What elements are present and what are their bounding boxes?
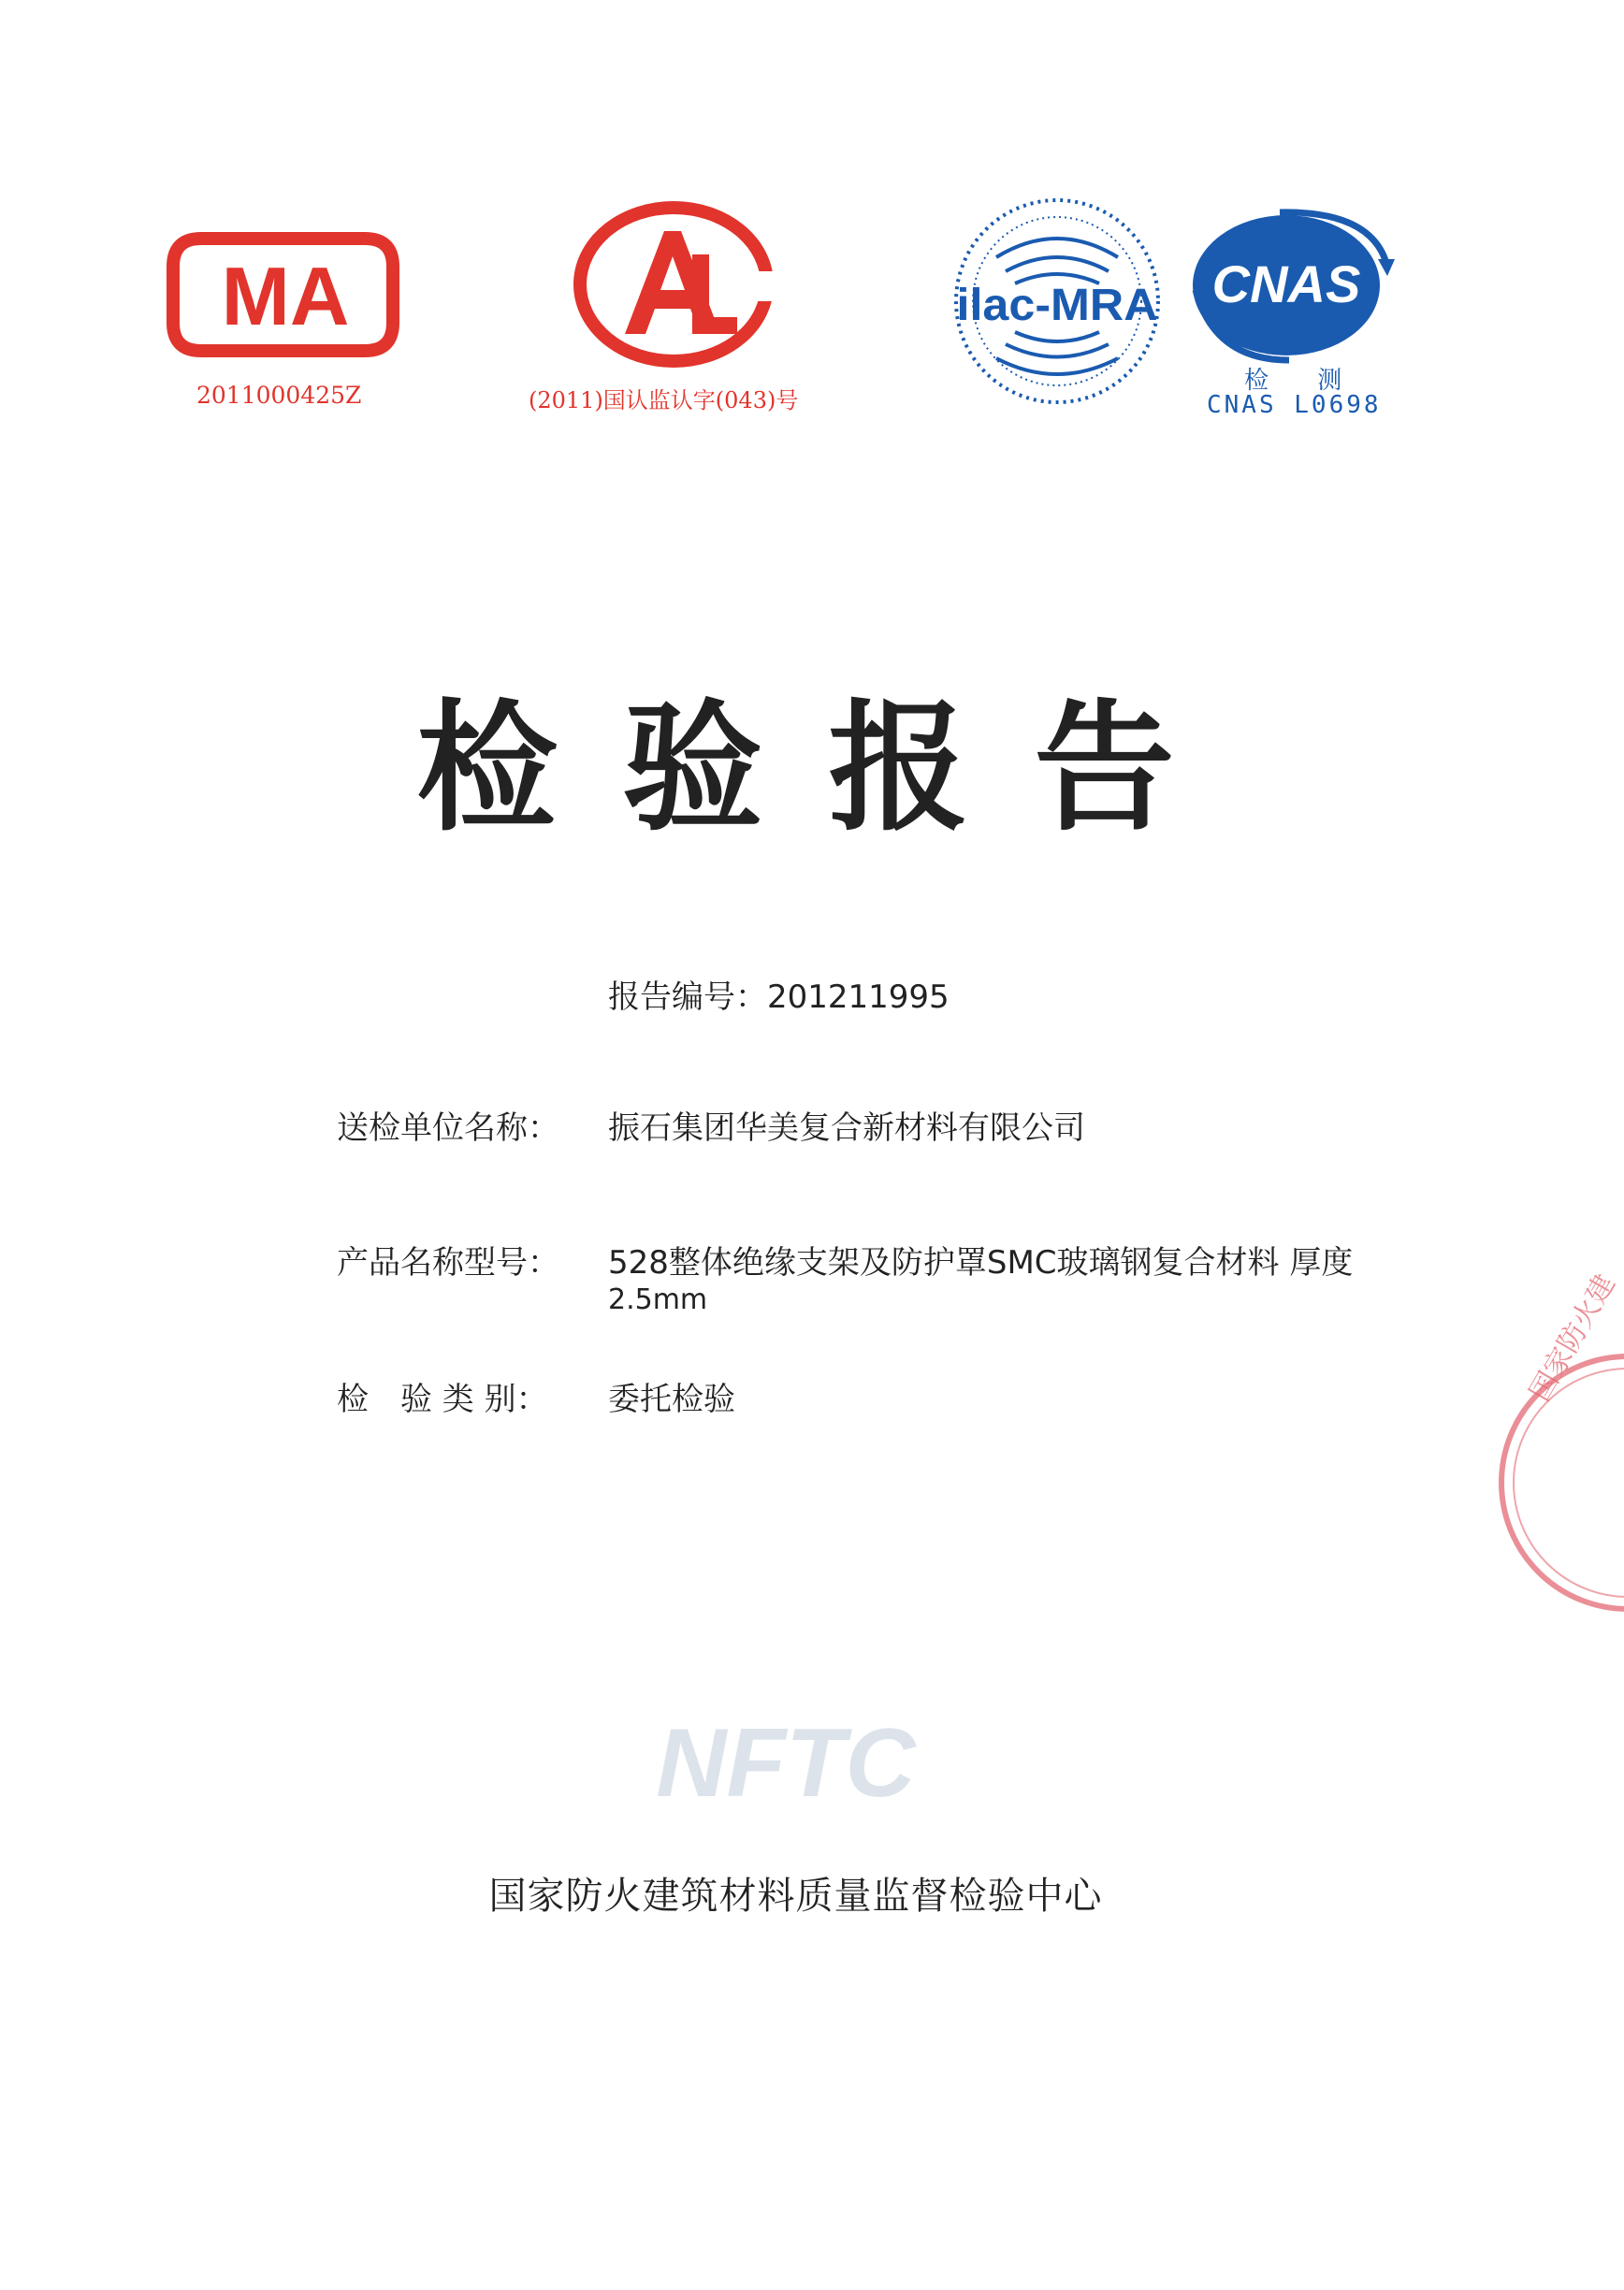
cma-logo [164, 229, 402, 360]
official-seal-fragment [1487, 1268, 1622, 1618]
field-type [337, 1373, 735, 1419]
cma-caption: 2011000425Z [196, 382, 362, 409]
report-number-label: 报告编号： [608, 978, 767, 1016]
field-value-cont: 2.5mm [608, 1283, 708, 1316]
report-number-line [608, 971, 950, 1017]
svg-text:国家防火建: 国家防火建 [1523, 1268, 1622, 1407]
field-value: 528整体绝缘支架及防护罩SMC玻璃钢复合材料 厚度 [608, 1244, 1354, 1282]
cnas-caption: CNAS L0698 [1207, 391, 1382, 419]
nftc-watermark-text: NFTC [656, 1709, 916, 1818]
field-product-cont [608, 1283, 707, 1316]
cma-logo-text: MA [221, 250, 350, 342]
cal-logo [571, 198, 776, 371]
ilac-mra-text: ilac-MRA [956, 281, 1158, 330]
cnas-sub: 检 测 [1244, 367, 1363, 395]
field-submitter [337, 1102, 1085, 1148]
cnas-logo [1177, 201, 1397, 379]
issuing-organization: 国家防火建筑材料质量监督检验中心 [488, 1875, 1103, 1918]
cal-caption: (2011)国认监认字(043)号 [529, 387, 799, 413]
field-value: 委托检验 [608, 1381, 735, 1418]
field-product [337, 1237, 1353, 1283]
document-title: 检验报告 [416, 688, 1240, 850]
report-number-value: 201211995 [767, 978, 950, 1016]
field-label: 产品名称型号： [337, 1244, 559, 1282]
field-label: 送检单位名称： [337, 1109, 559, 1147]
nftc-watermark [617, 1709, 954, 1818]
field-value: 振石集团华美复合新材料有限公司 [608, 1109, 1085, 1147]
cnas-logo-text: CNAS [1211, 254, 1361, 313]
field-label: 检 验 类 别： [337, 1381, 548, 1418]
ilac-mra-logo [950, 192, 1165, 412]
